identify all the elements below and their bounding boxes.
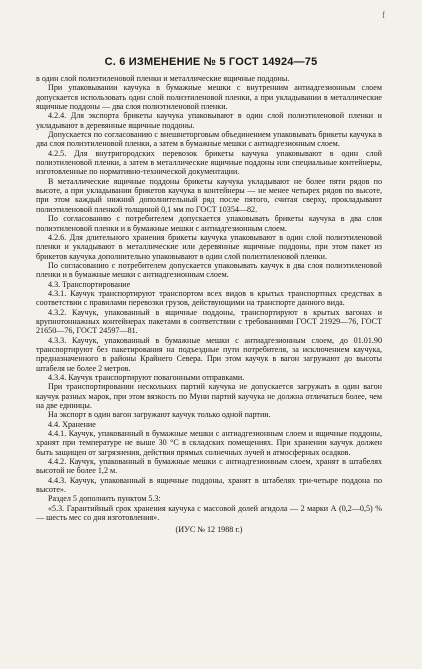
paragraph: Раздел 5 дополнить пунктом 5.3: [48, 494, 161, 504]
paragraph: 4.3.3. Каучук, упакованный в бумажные мешки с антиадгезионным слоем, до 01.01.90 транспортируют без пакетирования на подъездные пути потребителя, за исключением каучука, предназначенного в районы Крайнего Севера. При этом каучук в вагон загружают до высоты штабеля не более 2 метров. [36, 335, 382, 373]
paragraph: в один слой полиэтиленовой пленки и металлические ящичные поддоны. [36, 74, 290, 83]
paragraph: При транспортировании нескольких партий каучука не допускается загружать в один вагон каучук разных марок, при этом вязкость по Муни партий каучука не должна отличаться более, чем на две единицы. [36, 382, 382, 411]
paragraph: В металлические ящичные поддоны брикеты каучука укладывают не более пяти рядов по высоте, а при укладывании брикетов каучука в контейнеры — не менее четырех рядов по высоте, при этом каждый нижний дополнительный ряд после пятого, считая сверху, прокладывают полиэтиленовой пленкой толщиной 0,1 мм по ГОСТ 10354—82. [36, 176, 382, 214]
paragraph: «5.3. Гарантийный срок хранения каучука с массовой долей агидола — 2 марки А (0,2—0,5) % — шесть мес со дня изготовления». [36, 503, 382, 523]
paragraph: 4.3.2. Каучук, упакованный в ящичные поддоны, транспортируют в крытых вагонах и крупнотоннажных контейнерах пакетами в соответствии с требованиями ГОСТ 21929—76, ГОСТ 21650—76, ГОСТ 24597—81. [36, 307, 382, 336]
paragraph: По согласованию с потребителем допускается упаковывать брикеты каучука в два слоя полиэтиленовой пленки и в бумажные мешки с антиадгезионным слоем. [36, 214, 382, 233]
page-header: С. 6 ИЗМЕНЕНИЕ № 5 ГОСТ 14924—75 [104, 56, 318, 68]
paragraph: 4.4.2. Каучук, упакованный в бумажные мешки с антиадгезионным слоем, хранят в штабелях высотой не более 1,2 м. [36, 457, 382, 476]
paragraph: 4.3.4. Каучук транспортируют повагонными отправками. [48, 373, 245, 382]
paragraph: 4.2.6. Для длительного хранения брикеты каучука упаковывают в один слой полиэтиленовой пленки и укладывают в металлические или деревянные ящичные поддоны, при этом пакет из брикетов каучука дополнительно упаковывают в один слой полиэтиленовой пленки. [36, 232, 382, 261]
document-body [36, 74, 382, 534]
paragraph: 4.4.1. Каучук, упакованный в бумажные мешки с антиадгезионным слоем и ящичные поддоны, хранят при температуре не выше 30 °С в складских помещениях. При хранении каучук должен быть защищен от загрязнения, действия прямых солнечных лучей и атмосферных осадков. [36, 429, 382, 457]
section-heading: 4.4. Хранение [48, 419, 96, 429]
paragraph: 4.2.4. Для экспорта брикеты каучука упаковывают в один слой полиэтиленовой пленки и укладывают в деревянные ящичные поддоны. [36, 111, 382, 130]
source-reference: (ИУС № 12 1988 г.) [175, 524, 243, 534]
paragraph: По согласованию с потребителем допускается упаковывать каучук в два слоя полиэтиленовой пленки и в бумажные мешки с антиадгезионным слоем. [36, 260, 382, 280]
section-heading: 4.3. Транспортирование [48, 279, 131, 289]
paragraph: 4.3.1. Каучук транспортируют транспортом всех видов в крытых транспортных средствах в соответствии с правилами перевозки грузов, действующими на транспорте данного вида. [36, 288, 382, 308]
paragraph: 4.2.5. Для внутригородских перевозок брикеты каучука упаковывают в один слой полиэтиленовой пленки, а затем в металлические ящичные поддоны или специальные контейнеры, изготовленные по нормативно-технической документации. [36, 148, 382, 177]
paragraph: 4.4.3. Каучук, упакованный в ящичные поддоны, хранят в штабелях три-четыре поддона по высоте». [36, 475, 382, 495]
corner-mark: f [382, 10, 385, 20]
paragraph: При упаковывании каучука в бумажные мешки с внутренним антиадгезионным слоем допускается использовать один слой полиэтиленовой пленки, а при укладывании в металлические ящичные поддоны — два слоя полиэтиленовой пленки. [36, 83, 382, 112]
paragraph: Допускается по согласованию с внешнеторговым объединением упаковывать брикеты каучука в два слоя полиэтиленовой пленки, а затем в бумажные мешки с антиадгезионным слоем. [36, 130, 382, 149]
paragraph: На экспорт в один вагон загружают каучук только одной партии. [48, 410, 271, 420]
